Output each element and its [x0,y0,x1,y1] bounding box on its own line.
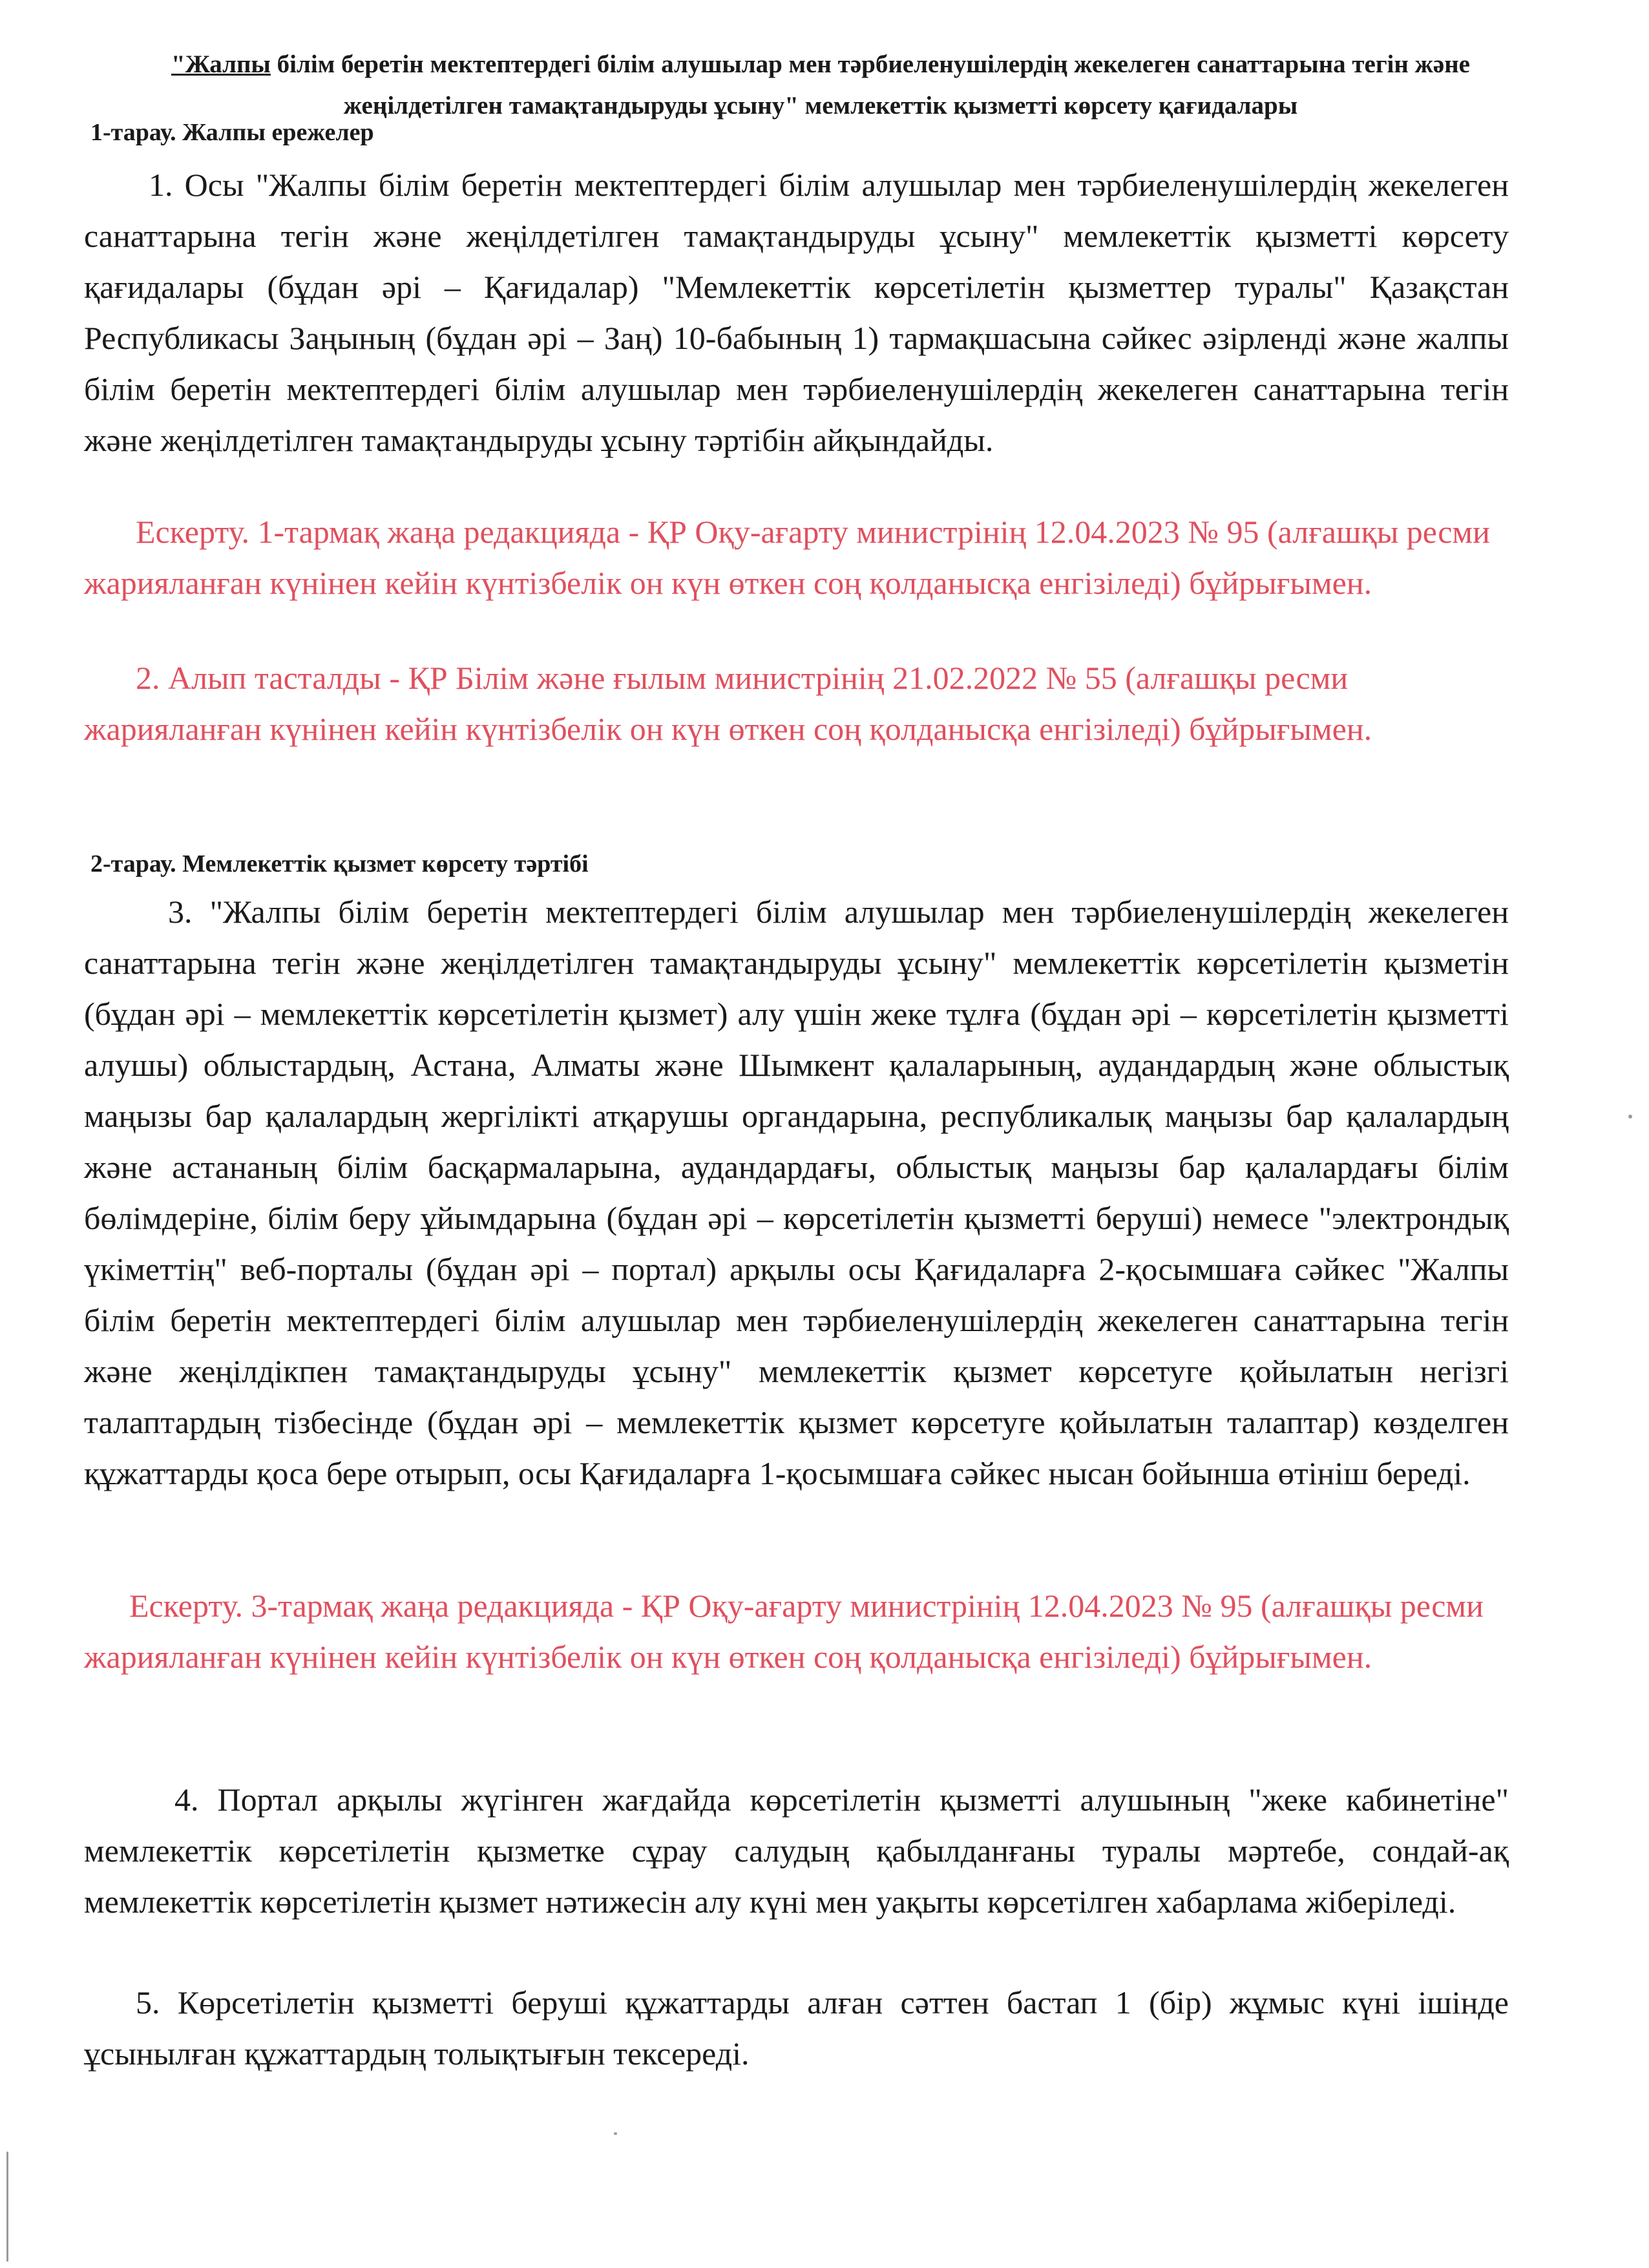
note-paragraph-3: Ескерту. 3-тармақ жаңа редакцияда - ҚР Оқу-ағарту министрінің 12.04.2023 № 95 (алғашқы ресми жарияланған күнінен кейін күнтізбелік он күн өткен соң қолданысқа енгізіледі) бұйрығымен. [84,1588,1484,1675]
paragraph-3: 3. "Жалпы білім беретін мектептердегі білім алушылар мен тәрбиеленушілердің жекелеген санаттарына тегін және жеңілдетілген тамақтандыруды ұсыну" мемлекеттік көрсетілетін қызметін (бұдан әрі – мемлекеттік көрсетілетін қызмет) алу үшін жеке тұлға (бұдан әрі – көрсетілетін қызметті алушы) облыстардың, Астана, Алматы және Шымкент қалаларының, аудандардың және облыстық маңызы бар қалалардың жергілікті атқарушы органдарына, республикалық маңызы бар қалалардың және астананың білім басқармаларына, аудандардағы, облыстық маңызы бар қалалардағы білім бөлімдеріне, білім беру ұйымдарына (бұдан әрі – көрсетілетін қызметті беруші) немесе "электрондық үкіметтің" веб-порталы (бұдан әрі – портал) арқылы осы Қағидаларға 2-қосымшаға сәйкес "Жалпы білім беретін мектептердегі білім алушылар мен тәрбиеленушілердің жекелеген санаттарына тегін және жеңілдікпен тамақтандыруды ұсыну" мемлекеттік қызмет көрсетуге қойылатын негізгі талаптардың тізбесінде (бұдан әрі – мемлекеттік қызмет көрсетуге қойылатын талаптар) көзделген құжаттарды қоса бере отырып, осы Қағидаларға 1-қосымшаға сәйкес нысан бойынша өтініш береді. [84,894,1509,1491]
document-title-lead: "Жалпы [171,50,271,78]
document-title-rest: білім беретін мектептердегі білім алушылар мен тәрбиеленушілердің жекелеген санаттарына тегін және жеңілдетілген тамақтандыруды ұсыну" мемлекеттік қызметті көрсету қағидалары [270,50,1470,120]
scan-dust-speck [1628,1115,1632,1118]
paragraph-4: 4. Портал арқылы жүгінген жағдайда көрсетілетін қызметті алушының "жеке кабинетіне" мемлекеттік көрсетілетін қызметке сұрау салудың қабылданғаны туралы мәртебе, сондай-ақ мемлекеттік көрсетілетін қызмет нәтижесін алу күні мен уақыты көрсетілген хабарлама жіберіледі. [84,1781,1509,1920]
section-2-heading: 2-тарау. Мемлекеттік қызмет көрсету тәртібі [90,850,589,877]
paragraph-1: 1. Осы "Жалпы білім беретін мектептердегі білім алушылар мен тәрбиеленушілердің жекелеген санаттарына тегін және жеңілдетілген тамақтандыруды ұсыну" мемлекеттік қызметті көрсету қағидалары (бұдан әрі – Қағидалар) "Мемлекеттік көрсетілетін қызметтер туралы" Қазақстан Республикасы Заңының (бұдан әрі – Заң) 10-бабының 1) тармақшасына сәйкес әзірленді және жалпы білім беретін мектептердегі білім алушылар мен тәрбиеленушілердің жекелеген санаттарына тегін және жеңілдетілген тамақтандыруды ұсыну тәртібін айқындайды. [84,167,1509,458]
paragraph-2-removed: 2. Алып тасталды - ҚР Білім және ғылым министрінің 21.02.2022 № 55 (алғашқы ресми жарияланған күнінен кейін күнтізбелік он күн өткен соң қолданысқа енгізіледі) бұйрығымен. [84,660,1372,747]
section-1-heading: 1-тарау. Жалпы ережелер [90,119,374,146]
paragraph-5: 5. Көрсетілетін қызметті беруші құжаттарды алған сәттен бастап 1 (бір) жұмыс күні ішінде ұсынылған құжаттардың толықтығын тексереді. [84,1984,1509,2072]
scan-dust-speck [614,2132,617,2135]
scan-edge-mark [6,2152,8,2262]
note-paragraph-1: Ескерту. 1-тармақ жаңа редакцияда - ҚР Оқу-ағарту министрінің 12.04.2023 № 95 (алғашқы ресми жарияланған күнінен кейін күнтізбелік он күн өткен соң қолданысқа енгізіледі) бұйрығымен. [84,514,1490,601]
document-title [97,44,1544,127]
